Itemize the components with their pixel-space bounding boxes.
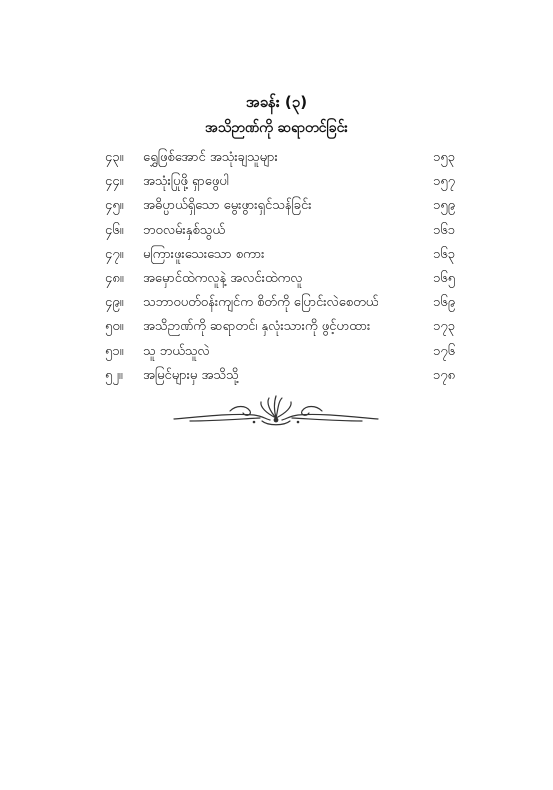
table-of-contents bbox=[105, 148, 455, 390]
toc-entry-number: ၅၂။ bbox=[105, 367, 123, 383]
toc-entry-title: ရွှေဖြစ်အောင် အသုံးချသူများ bbox=[143, 150, 278, 165]
toc-entry-number: ၄၈။ bbox=[105, 270, 124, 286]
toc-entry bbox=[105, 317, 455, 341]
toc-entry-number: ၅၁။ bbox=[105, 343, 124, 359]
toc-entry-title: ဘဝလမ်းနှစ်သွယ် bbox=[143, 222, 225, 238]
toc-entry bbox=[105, 148, 455, 172]
toc-entry bbox=[105, 221, 455, 245]
toc-entry bbox=[105, 269, 455, 293]
toc-entry-number: ၅၀။ bbox=[105, 319, 124, 335]
toc-entry bbox=[105, 293, 455, 317]
toc-entry-title: အဓိပ္ပာယ်ရှိသော မွေးဖွားရှင်သန်ခြင်း bbox=[143, 198, 312, 214]
toc-entry-title: သူ ဘယ်သူလဲ bbox=[143, 343, 210, 359]
toc-entry-number: ၄၄။ bbox=[105, 174, 124, 190]
toc-entry-page: ၁၆၁ bbox=[433, 222, 455, 238]
toc-entry-title: အသိဉာဏ်ကို ဆရာတင်၊ နှလုံးသားကို ဖွင့်ဟထား bbox=[143, 319, 371, 335]
toc-entry bbox=[105, 366, 455, 390]
toc-entry-title: အမှောင်ထဲကလူနဲ့ အလင်းထဲကလူ bbox=[143, 270, 303, 286]
toc-entry-title: အမြင်များမှ အသိသို့ bbox=[143, 367, 239, 383]
toc-entry-page: ၁၆၃ bbox=[433, 246, 455, 262]
toc-entry-page: ၁၅၉ bbox=[433, 198, 455, 214]
toc-entry bbox=[105, 342, 455, 366]
part-heading: အခန်း (၃) bbox=[245, 93, 308, 111]
toc-entry-page: ၁၅၃ bbox=[433, 150, 455, 165]
toc-entry bbox=[105, 196, 455, 220]
toc-entry-page: ၁၇၃ bbox=[433, 319, 455, 335]
decorative-flourish-icon bbox=[170, 393, 382, 431]
toc-entry-page: ၁၆၉ bbox=[433, 295, 455, 311]
toc-entry-title: မကြားဖူးသေးသော စကား bbox=[143, 246, 265, 262]
toc-entry-number: ၄၉။ bbox=[105, 295, 124, 311]
toc-entry-number: ၄၇။ bbox=[105, 246, 124, 262]
toc-entry bbox=[105, 172, 455, 196]
toc-entry-title: သဘာဝပတ်ဝန်းကျင်က စိတ်ကို ပြောင်းလဲစေတယ် bbox=[143, 295, 379, 311]
toc-entry-page: ၁၇၈ bbox=[432, 367, 455, 383]
toc-entry-page: ၁၆၅ bbox=[433, 270, 455, 286]
part-subtitle: အသိဉာဏ်ကို ဆရာတင်ခြင်း bbox=[205, 120, 348, 136]
toc-entry bbox=[105, 245, 455, 269]
toc-entry-title: အသုံးပြုဖို့ ရှာဖွေပါ bbox=[143, 174, 229, 190]
toc-entry-number: ၄၅။ bbox=[105, 198, 124, 214]
toc-entry-page: ၁၅၇ bbox=[433, 174, 455, 190]
toc-entry-page: ၁၇၆ bbox=[433, 343, 455, 359]
toc-entry-number: ၄၆။ bbox=[105, 222, 124, 238]
toc-entry-number: ၄၃။ bbox=[105, 150, 124, 165]
